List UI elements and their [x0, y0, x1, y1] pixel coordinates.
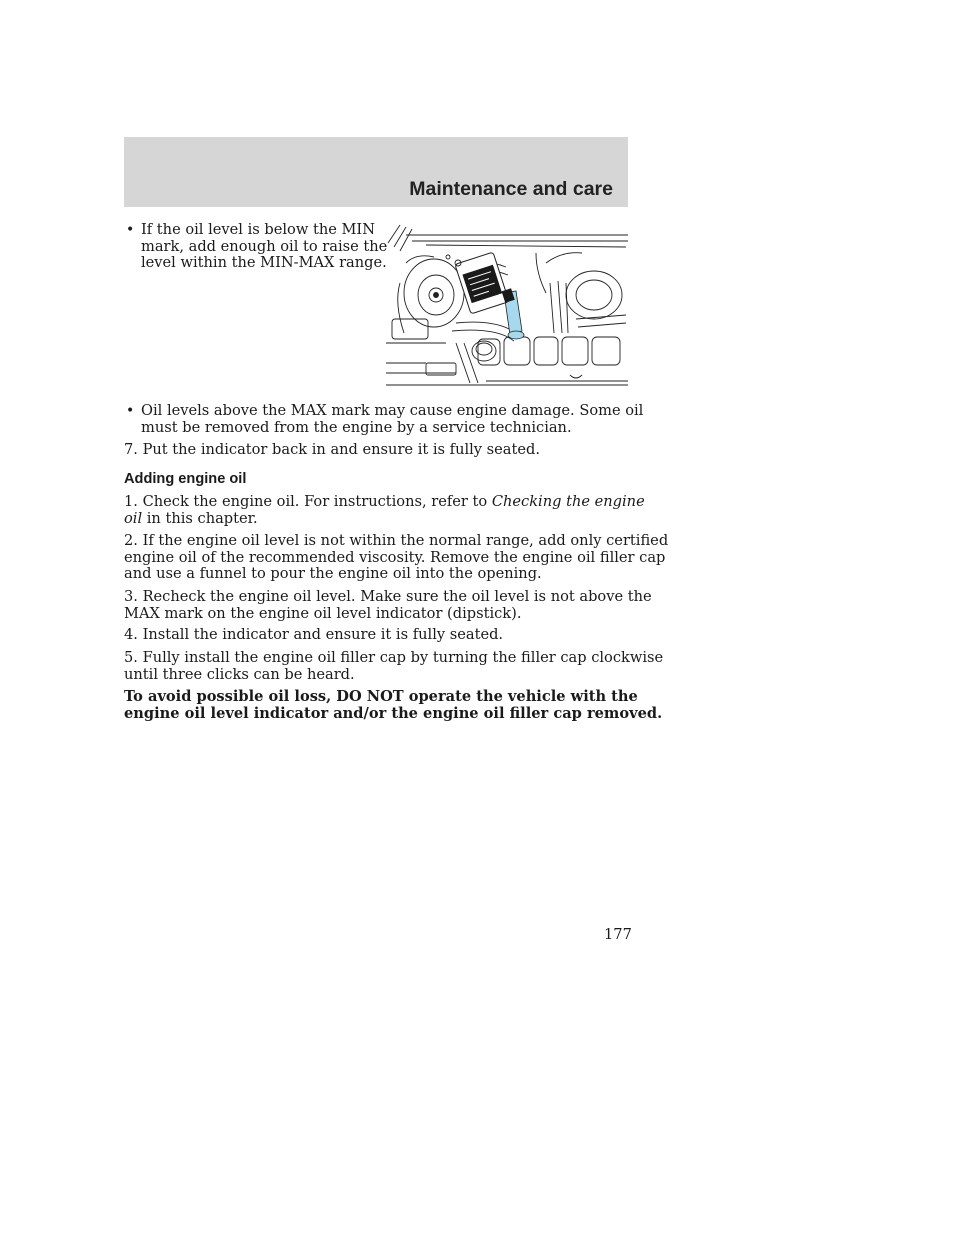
- page-title: Maintenance and care: [409, 178, 613, 200]
- cross-reference: oil: [124, 509, 143, 527]
- section-title: Adding engine oil: [124, 471, 247, 487]
- cross-reference: Checking the engine: [491, 493, 645, 510]
- text-line: 5. Fully install the engine oil filler cap by turning the filler cap clockwise: [124, 649, 664, 666]
- text-line: until three clicks can be heard.: [124, 665, 355, 683]
- text-line: 2. If the engine oil level is not within the normal range, add only certified: [124, 532, 669, 549]
- text-segment: 1. Check the engine oil. For instructions, refer to: [124, 493, 492, 510]
- text-line: MAX mark on the engine oil level indicator (dipstick).: [124, 604, 522, 622]
- text-line: To avoid possible oil loss, DO NOT operate the vehicle with the: [124, 688, 638, 705]
- text-line: If the oil level is below the MIN: [141, 221, 375, 238]
- bullet-dot: •: [126, 403, 135, 419]
- text-line: mark, add enough oil to raise the: [141, 237, 388, 255]
- step-3: [124, 589, 652, 622]
- header-band: [124, 137, 628, 207]
- text-line: level within the MIN-MAX range.: [141, 254, 387, 272]
- text-line: Oil levels above the MAX mark may cause engine damage. Some oil: [141, 402, 644, 419]
- step-4: 4. Install the indicator and ensure it is fully seated.: [124, 626, 504, 643]
- page-number: 177: [604, 926, 632, 943]
- warning-text: [124, 689, 662, 722]
- step-7: 7. Put the indicator back in and ensure it is fully seated.: [124, 441, 540, 458]
- text-line: engine oil level indicator and/or the engine oil filler cap removed.: [124, 704, 663, 722]
- engine-oil-fill-illustration: [386, 223, 628, 388]
- bullet-text-oil-above-max: [141, 403, 643, 436]
- step-2: [124, 533, 668, 583]
- text-segment: in this chapter.: [142, 509, 258, 527]
- bullet-text-oil-below-min: [141, 222, 387, 272]
- step-5: [124, 650, 663, 683]
- text-line: engine oil of the recommended viscosity. Remove the engine oil filler cap: [124, 548, 666, 566]
- bullet-dot: •: [126, 222, 135, 238]
- step-1: [124, 494, 645, 527]
- text-line: 3. Recheck the engine oil level. Make sure the oil level is not above the: [124, 588, 652, 605]
- text-line: must be removed from the engine by a service technician.: [141, 418, 572, 436]
- text-line: and use a funnel to pour the engine oil into the opening.: [124, 565, 542, 583]
